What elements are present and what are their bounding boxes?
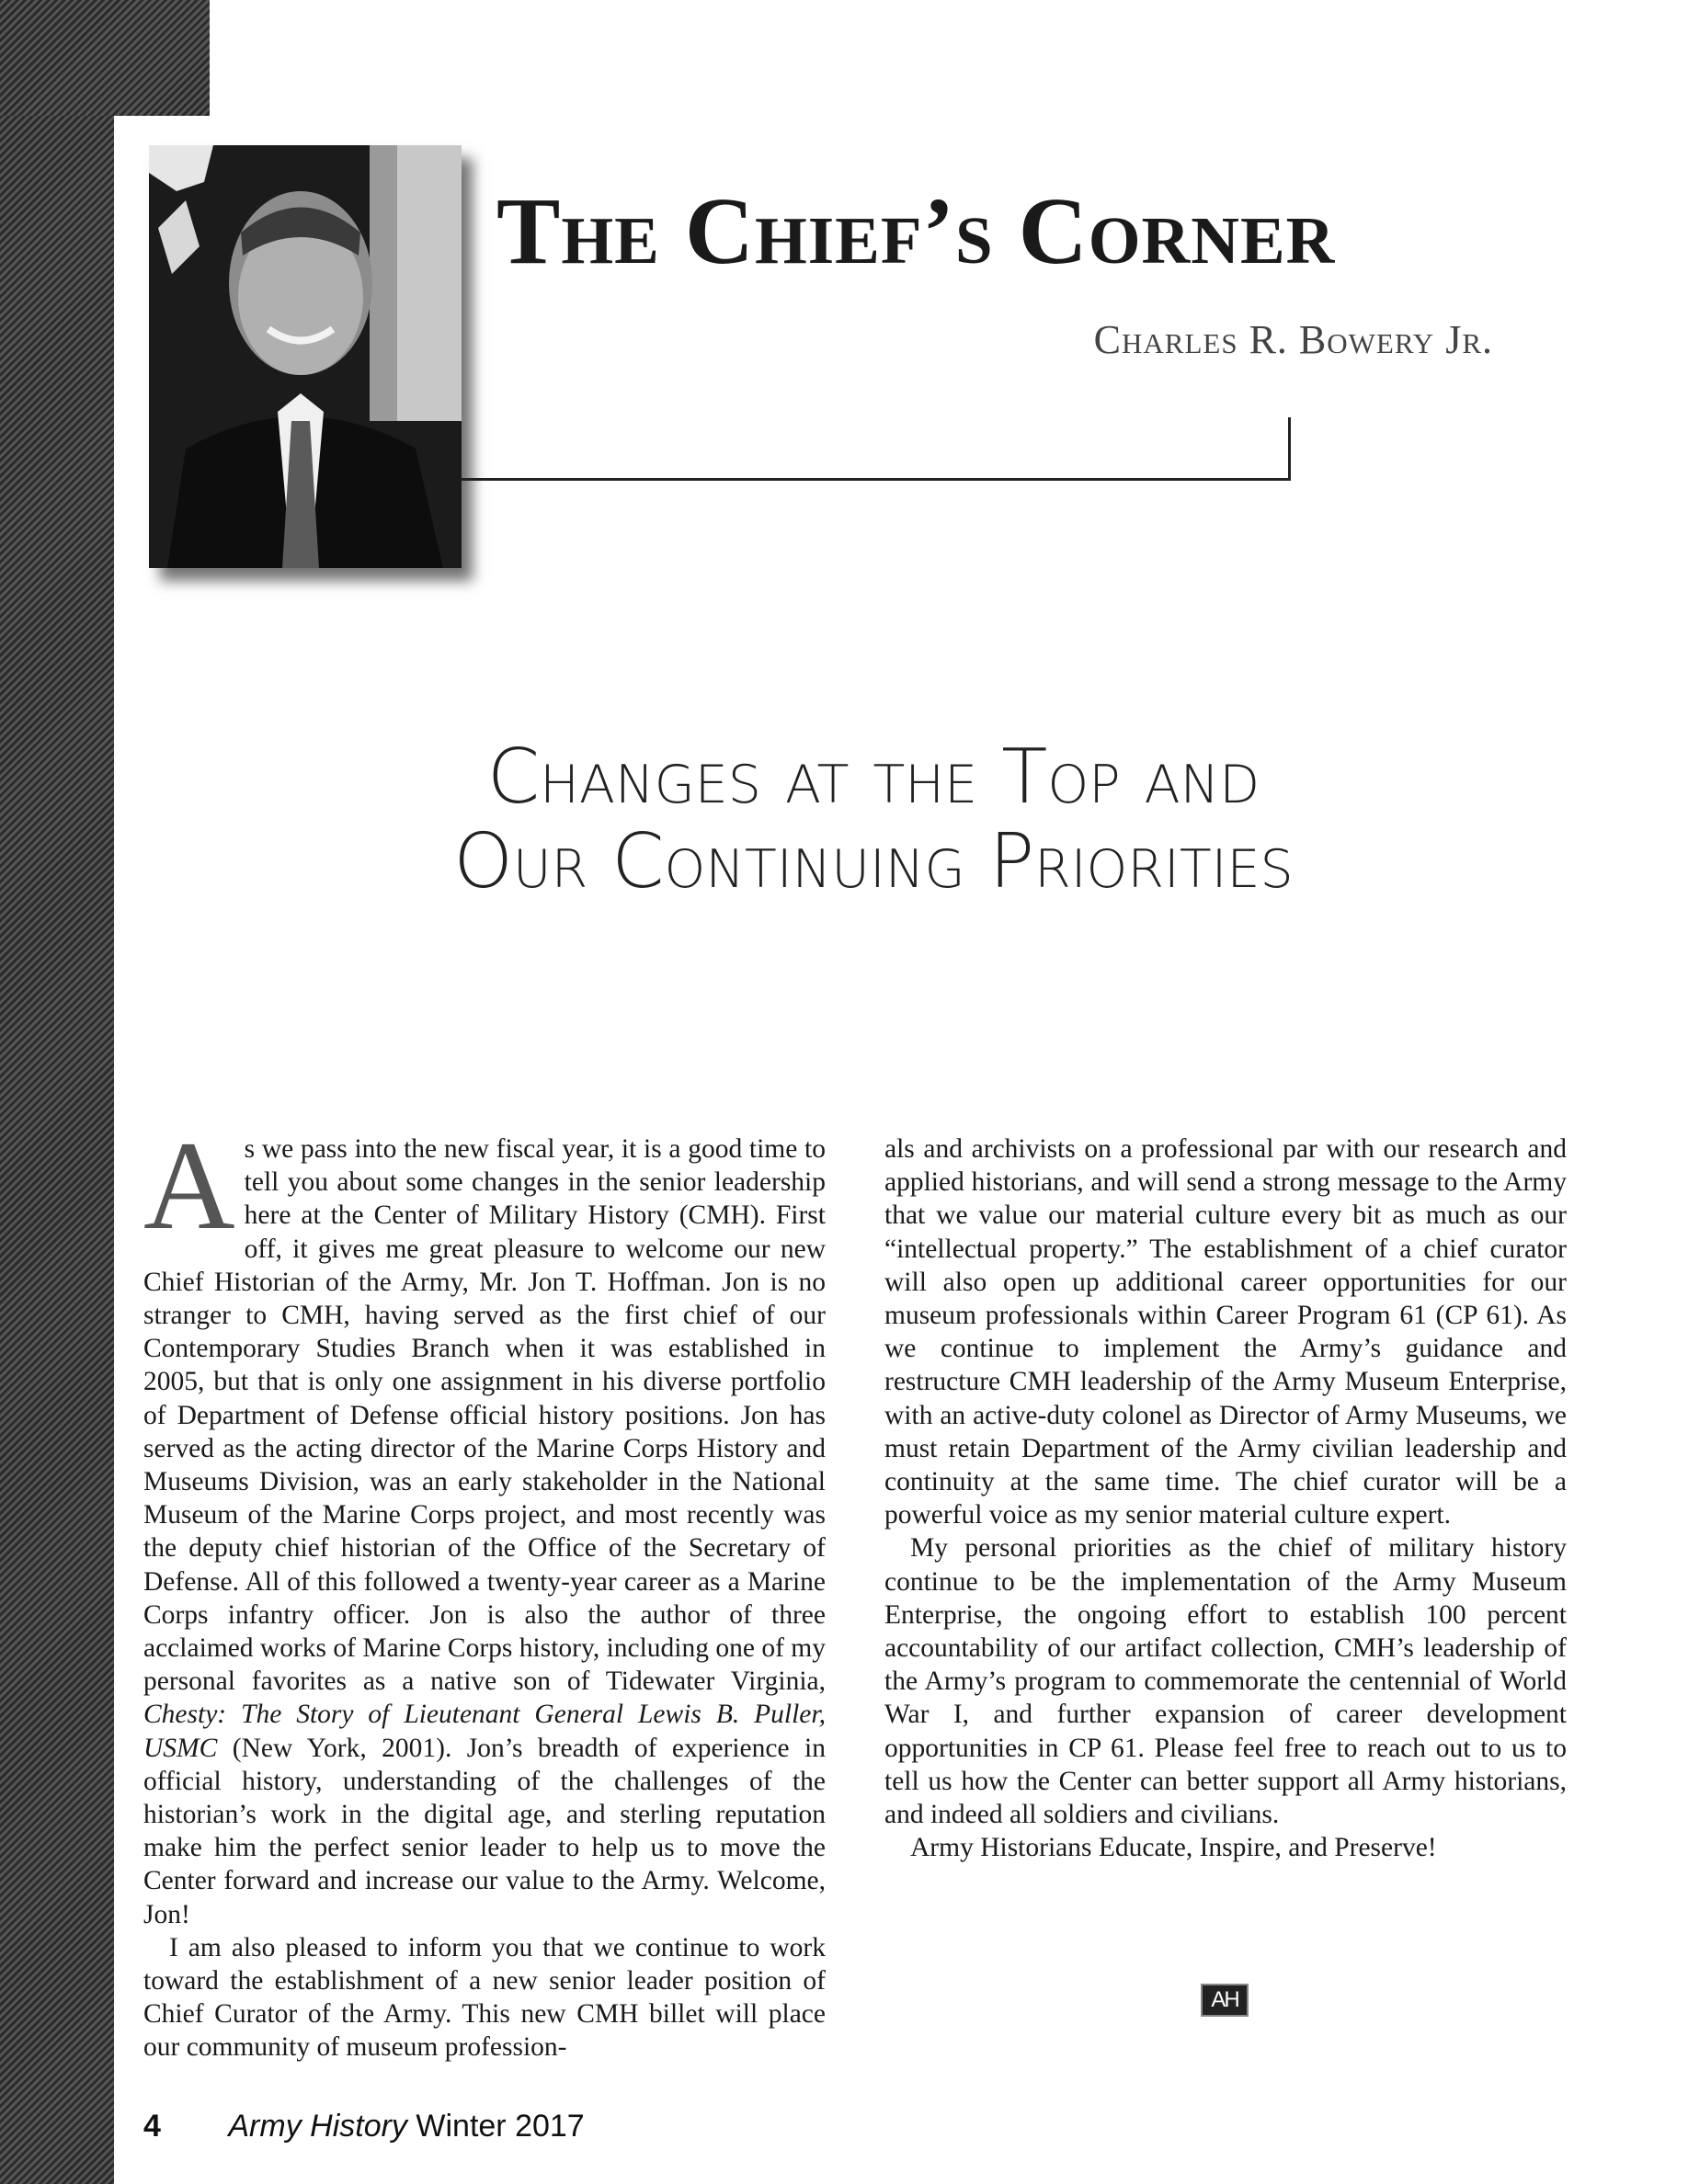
decorative-stripe-left <box>0 116 114 2184</box>
paragraph-2-continued: als and archivists on a professional par with our research and applied historians, and will send a strong message to the Army that we value our material culture every bit as much as our “intellectual property.” The establishment of a chief curator will also open up additional career opportunities for our museum professionals within Career Program 61 (CP 61). As we continue to implement the Army’s guidance and restructure CMH leadership of the Army Museum Enterprise, with an active-duty colonel as Director of Army Museums, we must retain Department of the Army civilian leadership and continuity at the same time. The chief curator will be a powerful voice as my senior material culture expert. <box>884 1134 1567 1530</box>
paragraph-3: My personal priorities as the chief of military history continue to be the implementation of the Army Museum Enterprise, the ongoing effort to establish 100 percent accountability of our artifact collection, CMH’s leadership of the Army’s program to commemorate the centennial of World War I, and further expansion of career development opportunities in CP 61. Please feel free to reach out to us to tell us how the Center can better support all Army historians, and indeed all soldiers and civilians. <box>884 1533 1567 1830</box>
title-rule-horizontal <box>460 478 1291 481</box>
paragraph-4: Army Historians Educate, Inspire, and Preserve! <box>910 1833 1437 1863</box>
author-byline: Charles R. Bowery Jr. <box>1093 317 1493 362</box>
paragraph-1 <box>143 1115 826 1931</box>
paragraph-2: I am also pleased to inform you that we continue to work toward the establishment of a new senior leader position of Chief Curator of the Army. This new CMH billet will place our community of museum profession- <box>143 1932 826 2063</box>
book-title: Chesty: The Story of Lieutenant General Lewis B. Puller, USMC <box>143 1700 826 1763</box>
title-rule-vertical <box>1288 417 1291 481</box>
drop-cap: A <box>143 1115 235 1256</box>
page-footer <box>143 2109 585 2144</box>
subheading-line-1: Changes at the Top and <box>486 734 1260 821</box>
paragraph-1-text-a: s we pass into the new fiscal year, it is a good time to tell you about some changes in the senior leadership here at the Center of Military History (CMH). First off, it gives me great pleasure to welcome our new Chief Historian of the Army, Mr. Jon T. Hoffman. Jon is no stranger to CMH, having served as the first chief of our Contemporary Studies Branch when it was established in 2005, but that is only one assignment in his diverse portfolio of Department of Defense official history positions. Jon has served as the acting director of the Marine Corps History and Museums Division, was an early stakeholder in the National Museum of the Marine Corps project, and most recently was the deputy chief historian of the Office of the Secretary of Defense. All of this followed a twenty-year career as a Marine Corps infantry officer. Jon is also the author of three acclaimed works of Marine Corps history, including one of my personal favorites as a native son of Tidewater Virginia, <box>143 1134 826 1697</box>
author-portrait <box>149 145 462 568</box>
page-title: The Chief’s Corner <box>496 178 1336 284</box>
decorative-stripe-top <box>0 0 210 116</box>
column-right <box>884 1132 1567 1864</box>
magazine-name: Army History <box>228 2109 407 2144</box>
end-mark-logo: AH <box>1201 1984 1249 2017</box>
issue-label: Winter 2017 <box>416 2109 585 2144</box>
article-subheading <box>276 735 1471 904</box>
subheading-line-2: Our Continuing Priorities <box>453 818 1294 905</box>
paragraph-1-text-b: (New York, 2001). Jon’s breadth of experience in official history, understanding of the challenges of the historian’s work in the digital age, and sterling reputation make him the perfect senior leader to help us to move the Center forward and increase our value to the Army. Welcome, Jon! <box>143 1733 826 1929</box>
column-left <box>143 1115 826 2065</box>
page-number: 4 <box>143 2109 161 2144</box>
